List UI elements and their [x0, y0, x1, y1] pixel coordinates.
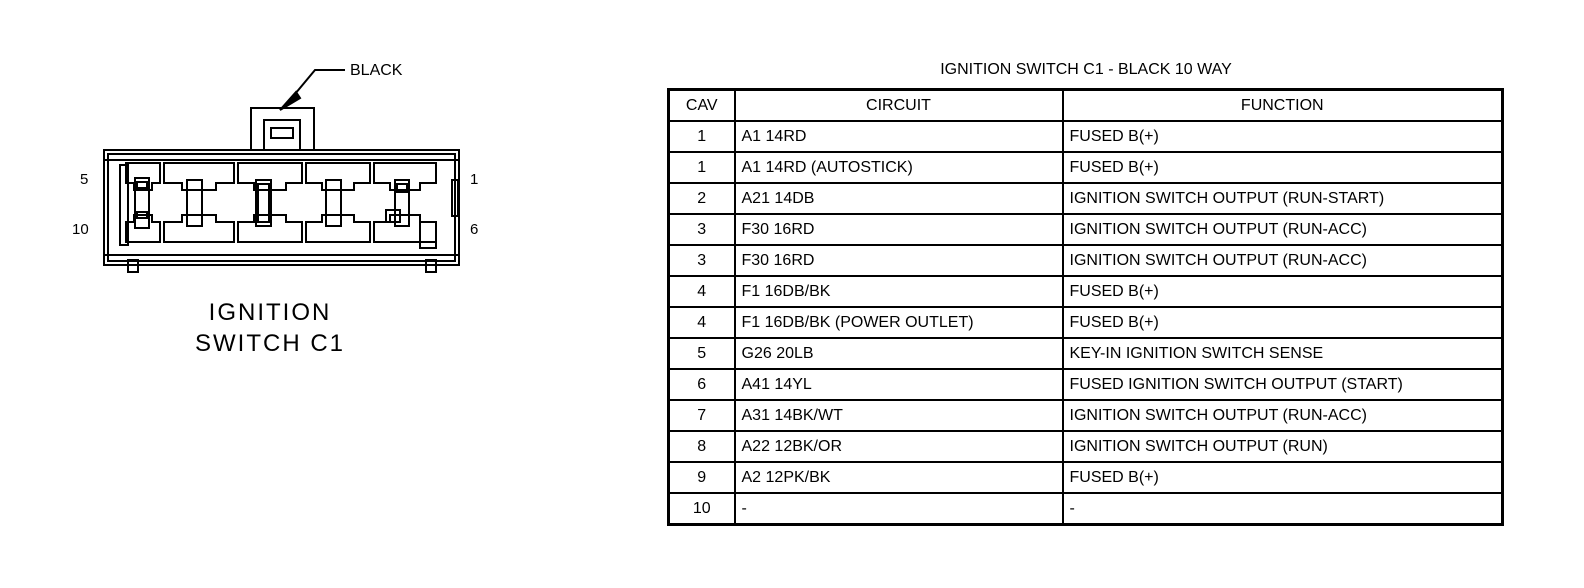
cav-cell: 9	[669, 462, 735, 493]
cav-cell: 7	[669, 400, 735, 431]
pin-label-1: 1	[470, 171, 479, 188]
table-row	[669, 276, 1503, 307]
function-cell: KEY-IN IGNITION SWITCH SENSE	[1063, 338, 1503, 369]
pin-label-6: 6	[470, 221, 479, 238]
circuit-cell: F30 16RD	[735, 245, 1063, 276]
table-header-row	[669, 90, 1503, 122]
circuit-cell: F1 16DB/BK	[735, 276, 1063, 307]
cav-cell: 6	[669, 369, 735, 400]
function-cell: FUSED B(+)	[1063, 276, 1503, 307]
pinout-table	[667, 88, 1504, 526]
cav-cell: 1	[669, 152, 735, 183]
pinout-table-body	[669, 121, 1503, 525]
cav-cell: 2	[669, 183, 735, 214]
circuit-cell: A22 12BK/OR	[735, 431, 1063, 462]
function-cell: IGNITION SWITCH OUTPUT (RUN-ACC)	[1063, 214, 1503, 245]
connector-color-label: BLACK	[350, 62, 403, 79]
table-row	[669, 245, 1503, 276]
connector-housing	[104, 150, 459, 265]
cav-cell: 10	[669, 493, 735, 525]
circuit-cell: A1 14RD (AUTOSTICK)	[735, 152, 1063, 183]
pinout-table-title: IGNITION SWITCH C1 - BLACK 10 WAY	[940, 61, 1232, 78]
table-row	[669, 338, 1503, 369]
function-cell: IGNITION SWITCH OUTPUT (RUN-ACC)	[1063, 400, 1503, 431]
header-function: FUNCTION	[1063, 90, 1503, 122]
function-cell: IGNITION SWITCH OUTPUT (RUN-ACC)	[1063, 245, 1503, 276]
cav-cell: 3	[669, 245, 735, 276]
pin-label-5: 5	[80, 171, 89, 188]
circuit-cell: F30 16RD	[735, 214, 1063, 245]
table-row	[669, 431, 1503, 462]
table-row	[669, 152, 1503, 183]
connector-title-line-1: IGNITION	[208, 299, 332, 326]
table-row	[669, 462, 1503, 493]
connector-title-line-2: SWITCH C1	[195, 330, 345, 357]
table-row	[669, 121, 1503, 152]
circuit-cell: A31 14BK/WT	[735, 400, 1063, 431]
circuit-cell: G26 20LB	[735, 338, 1063, 369]
cav-cell: 3	[669, 214, 735, 245]
cav-cell: 4	[669, 276, 735, 307]
header-circuit: CIRCUIT	[735, 90, 1063, 122]
cav-cell: 5	[669, 338, 735, 369]
function-cell: FUSED B(+)	[1063, 307, 1503, 338]
circuit-cell: A1 14RD	[735, 121, 1063, 152]
circuit-cell: A2 12PK/BK	[735, 462, 1063, 493]
function-cell: FUSED B(+)	[1063, 121, 1503, 152]
function-cell: IGNITION SWITCH OUTPUT (RUN-START)	[1063, 183, 1503, 214]
table-row	[669, 369, 1503, 400]
cav-cell: 8	[669, 431, 735, 462]
function-cell: -	[1063, 493, 1503, 525]
cav-cell: 4	[669, 307, 735, 338]
cavity-pockets	[126, 163, 436, 242]
header-cav: CAV	[669, 90, 735, 122]
table-row	[669, 183, 1503, 214]
pin-label-10: 10	[72, 221, 89, 238]
table-row	[669, 400, 1503, 431]
table-row	[669, 307, 1503, 338]
connector-title	[150, 297, 390, 359]
function-cell: IGNITION SWITCH OUTPUT (RUN)	[1063, 431, 1503, 462]
function-cell: FUSED IGNITION SWITCH OUTPUT (START)	[1063, 369, 1503, 400]
function-cell: FUSED B(+)	[1063, 462, 1503, 493]
circuit-cell: A41 14YL	[735, 369, 1063, 400]
circuit-cell: F1 16DB/BK (POWER OUTLET)	[735, 307, 1063, 338]
circuit-cell: -	[735, 493, 1063, 525]
function-cell: FUSED B(+)	[1063, 152, 1503, 183]
table-row	[669, 214, 1503, 245]
table-row	[669, 493, 1503, 525]
circuit-cell: A21 14DB	[735, 183, 1063, 214]
cav-cell: 1	[669, 121, 735, 152]
